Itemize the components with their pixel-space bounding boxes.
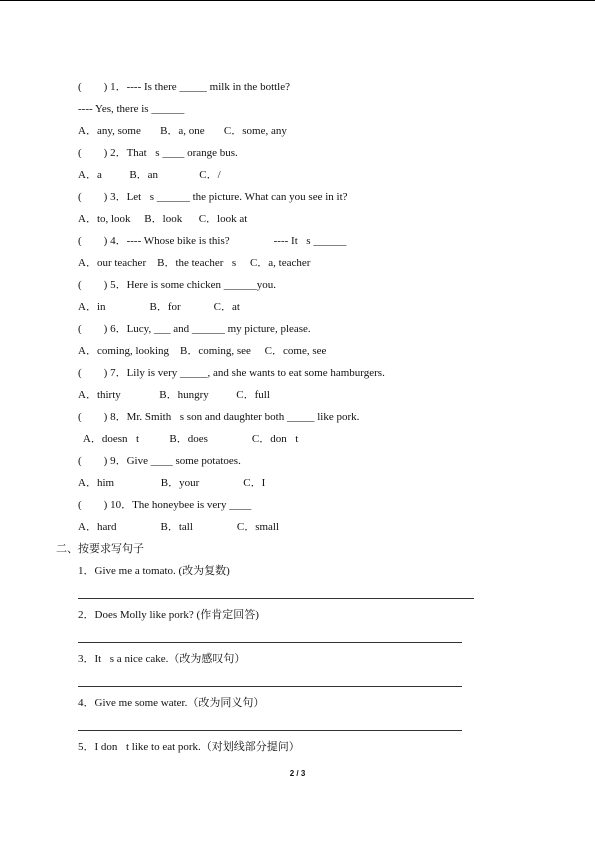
question-6-options: A．coming, looking B．coming, see C．come, see — [78, 345, 327, 357]
question-1: ( ) 1．---- Is there _____ milk in the bottle? — [78, 81, 291, 93]
question-5-options: A．in B．for C．at — [78, 301, 240, 313]
question-4: ( ) 4．---- Whose bike is this? ---- It s ______ — [78, 235, 347, 247]
question-2: ( ) 2．That s ____ orange bus. — [78, 147, 238, 159]
question-5: ( ) 5．Here is some chicken ______you. — [78, 279, 276, 291]
question-10: ( ) 10．The honeybee is very ____ — [78, 499, 252, 511]
answer-line-3[interactable] — [78, 686, 462, 687]
task-5: 5．I don t like to eat pork.（对划线部分提问） — [78, 741, 300, 753]
question-3-options: A．to, look B．look C．look at — [78, 213, 248, 225]
question-8: ( ) 8．Mr. Smith s son and daughter both _____ like pork. — [78, 411, 360, 423]
question-8-options: A．doesn t B．does C．don t — [78, 433, 299, 445]
question-9-options: A．him B．your C．I — [78, 477, 266, 489]
question-1-reply: ---- Yes, there is ______ — [78, 103, 185, 115]
question-9: ( ) 9．Give ____ some potatoes. — [78, 455, 241, 467]
question-10-options: A．hard B．tall C．small — [78, 521, 280, 533]
task-2: 2．Does Molly like pork? (作肯定回答) — [78, 609, 259, 621]
task-1: 1．Give me a tomato. (改为复数) — [78, 565, 230, 577]
question-7-options: A．thirty B．hungry C．full — [78, 389, 270, 401]
section-2-title: 二、按要求写句子 — [56, 543, 144, 555]
page-number: 2 / 3 — [289, 769, 306, 778]
question-2-options: A．a B．an C．/ — [78, 169, 221, 181]
answer-line-2[interactable] — [78, 642, 462, 643]
question-4-options: A．our teacher B．the teacher s C．a, teacher — [78, 257, 311, 269]
answer-line-4[interactable] — [78, 730, 462, 731]
task-3: 3．It s a nice cake.（改为感叹句） — [78, 653, 246, 665]
question-3: ( ) 3．Let s ______ the picture. What can you see in it? — [78, 191, 348, 203]
header-rule — [0, 0, 595, 1]
task-4: 4．Give me some water.（改为同义句） — [78, 697, 265, 709]
answer-line-1[interactable] — [78, 598, 474, 599]
question-7: ( ) 7．Lily is very _____, and she wants to eat some hamburgers. — [78, 367, 385, 379]
question-1-options: A．any, some B．a, one C．some, any — [78, 125, 287, 137]
question-6: ( ) 6．Lucy, ___ and ______ my picture, please. — [78, 323, 311, 335]
